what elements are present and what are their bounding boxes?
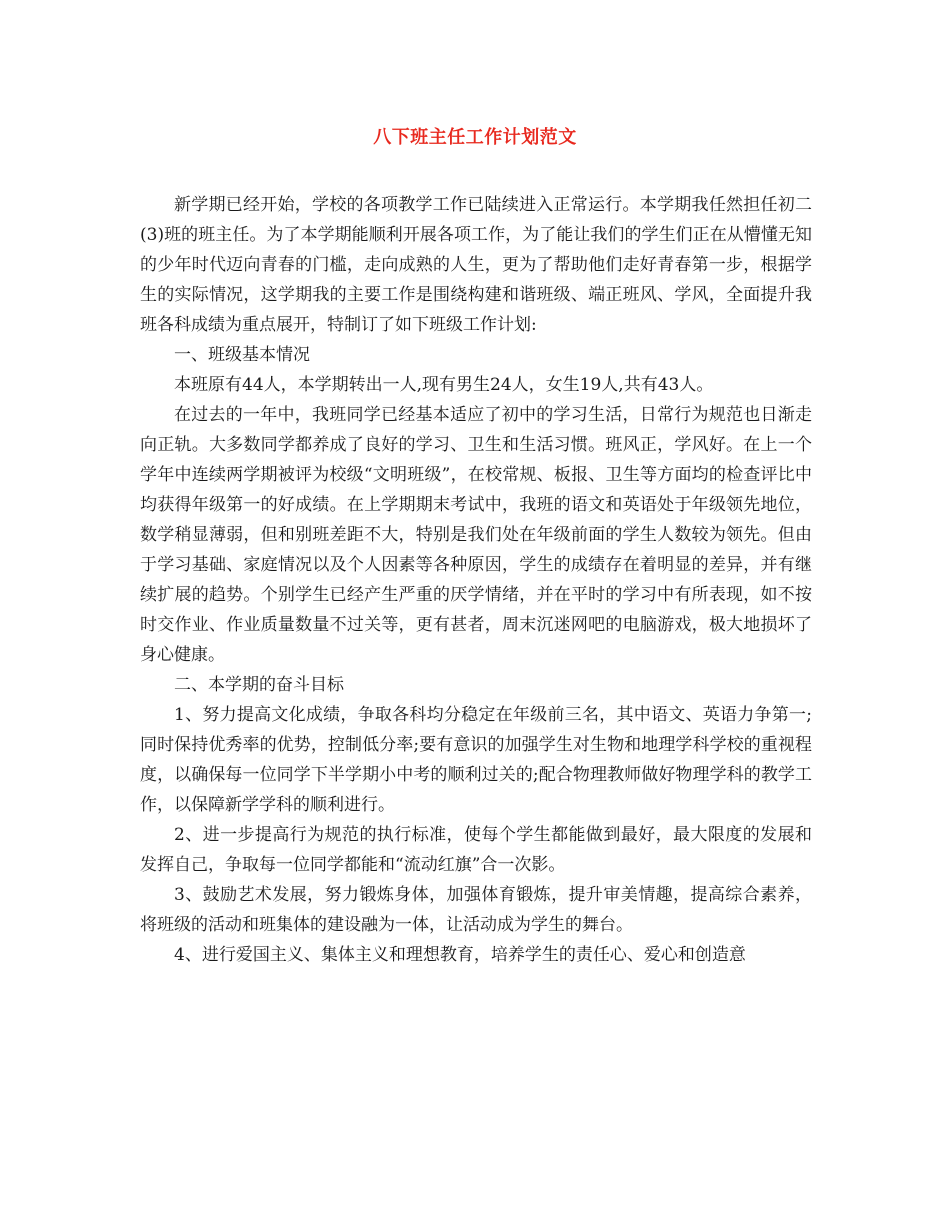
paragraph-goal-3: 3、鼓励艺术发展，努力锻炼身体，加强体育锻炼，提升审美情趣，提高综合素养，将班级的活动和班集体的建设融为一体，让活动成为学生的舞台。 xyxy=(140,885,812,935)
paragraph-class-size: 本班原有44人，本学期转出一人,现有男生24人，女生19人,共有43人。 xyxy=(174,375,714,395)
section-heading-1: 一、班级基本情况 xyxy=(174,345,310,365)
document-body xyxy=(140,190,812,970)
paragraph-class-situation: 在过去的一年中，我班同学已经基本适应了初中的学习生活，日常行为规范也日渐走向正轨。大多数同学都养成了良好的学习、卫生和生活习惯。班风正，学风好。在上一个学年中连续两学期被评为校级“文明班级”，在校常规、板报、卫生等方面均的检查评比中均获得年级第一的好成绩。在上学期期末考试中，我班的语文和英语处于年级领先地位，数学稍显薄弱，但和别班差距不大，特别是我们处在年级前面的学生人数较为领先。但由于学习基础、家庭情况以及个人因素等各种原因，学生的成绩存在着明显的差异，并有继续扩展的趋势。个别学生已经产生严重的厌学情绪，并在平时的学习中有所表现，如不按时交作业、作业质量数量不过关等，更有甚者，周末沉迷网吧的电脑游戏，极大地损坏了身心健康。 xyxy=(140,405,812,665)
document-title: 八下班主任工作计划范文 xyxy=(373,127,577,148)
paragraph-goal-1: 1、努力提高文化成绩，争取各科均分稳定在年级前三名，其中语文、英语力争第一;同时保持优秀率的优势，控制低分率;要有意识的加强学生对生物和地理学科学校的重视程度，以确保每一位同学下半学期小中考的顺利过关的;配合物理教师做好物理学科的教学工作，以保障新学学科的顺利进行。 xyxy=(140,705,812,815)
paragraph-goal-4: 4、进行爱国主义、集体主义和理想教育，培养学生的责任心、爱心和创造意 xyxy=(174,945,746,965)
paragraph-goal-2: 2、进一步提高行为规范的执行标准，使每个学生都能做到最好，最大限度的发展和发挥自己，争取每一位同学都能和“流动红旗”合一次影。 xyxy=(140,825,812,875)
paragraph-intro: 新学期已经开始，学校的各项教学工作已陆续进入正常运行。本学期我任然担任初二(3)班的班主任。为了本学期能顺利开展各项工作，为了能让我们的学生们正在从懵懂无知的少年时代迈向青春的门槛，走向成熟的人生，更为了帮助他们走好青春第一步，根据学生的实际情况，这学期我的主要工作是围绕构建和谐班级、端正班风、学风，全面提升我班各科成绩为重点展开，特制订了如下班级工作计划: xyxy=(140,195,812,335)
section-heading-2: 二、本学期的奋斗目标 xyxy=(174,675,344,695)
